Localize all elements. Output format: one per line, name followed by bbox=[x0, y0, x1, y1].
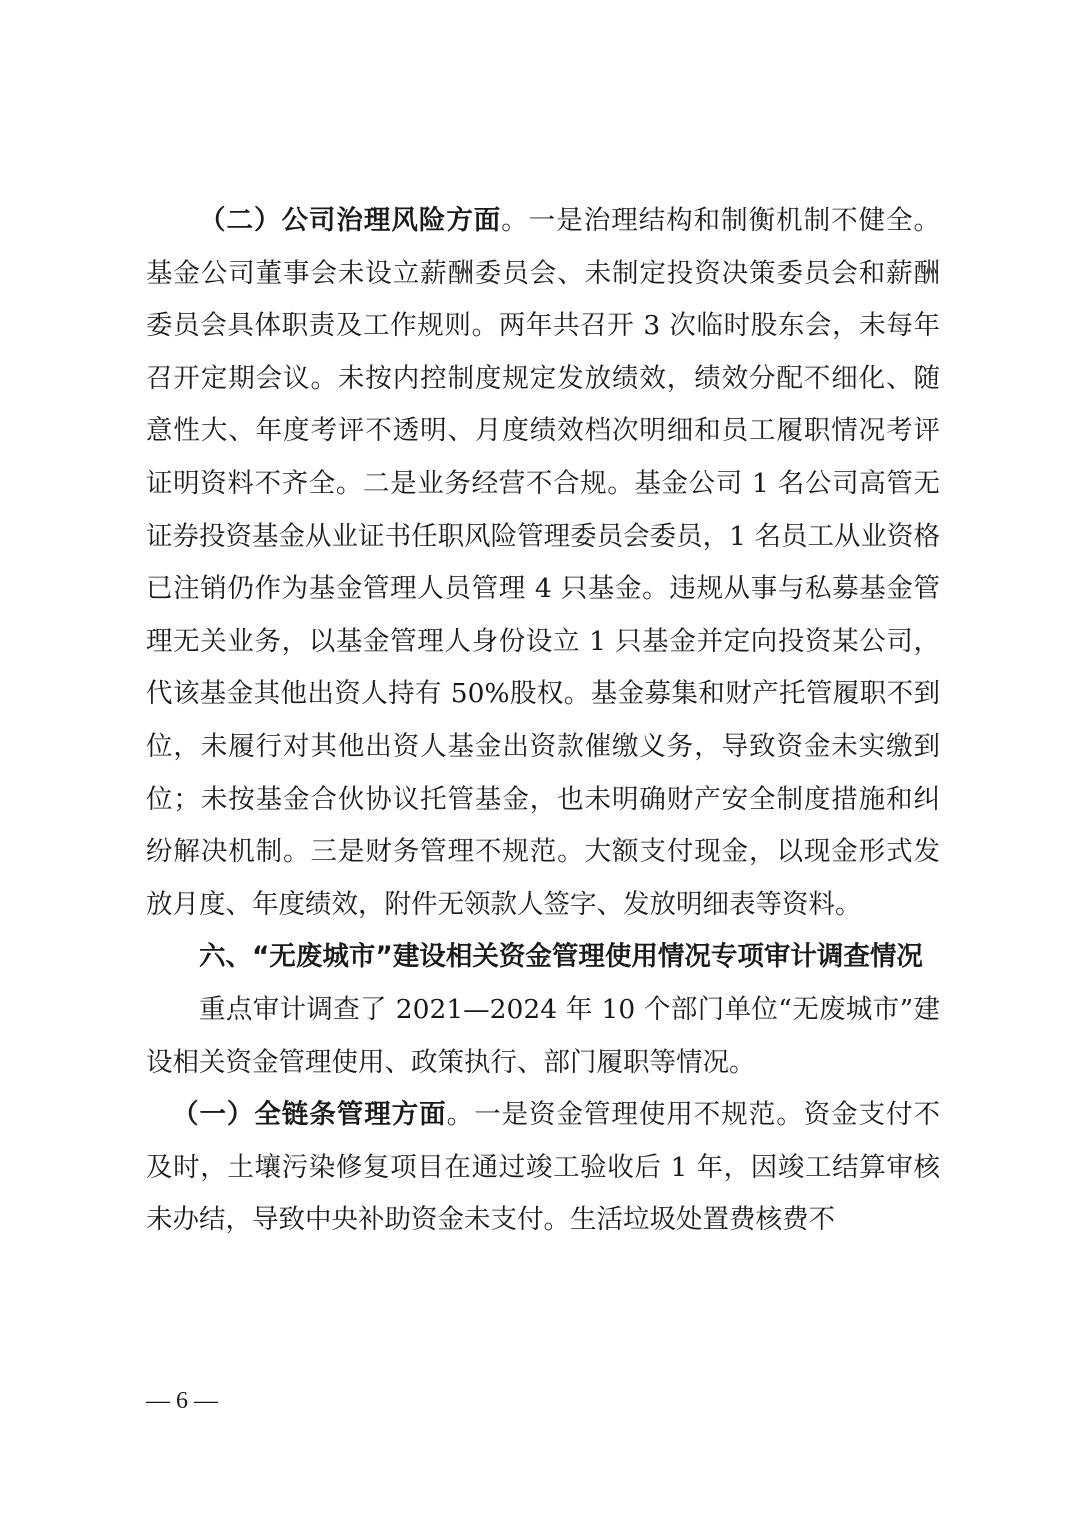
document-body bbox=[146, 195, 940, 1247]
section-lead-full-chain: （一）全链条管理方面 bbox=[172, 1099, 447, 1131]
page-number: — 6 — bbox=[146, 1388, 218, 1414]
paragraph-text: 。一是资金管理使用不规范。资金支付不及时，土壤污染修复项目在通过竣工验收后 1 年，因竣工结算审核未办结，导致中央补助资金未支付。生活垃圾处置费核费不 bbox=[146, 1099, 941, 1236]
section-lead-corporate-governance: （二）公司治理风险方面 bbox=[199, 205, 502, 236]
section-heading-zero-waste-city: 六、“无废城市”建设相关资金管理使用情况专项审计调查情况 bbox=[199, 941, 923, 973]
paragraph-text: 。一是治理结构和制衡机制不健全。基金公司董事会未设立薪酬委员会、未制定投资决策委员会和薪酬委员会具体职责及工作规则。两年共召开 3 次临时股东会，未每年召开定期会议。未按内控制度规定发放绩效，绩效分配不细化、随意性大、年度考评不透明、月度绩效档次明细和员工履职情况考评证明资料不齐全。二是业务经营不合规。基金公司 1 名公司高管无证券投资基金从业证书任职风险管理委员会委员，1 名员工从业资格已注销仍作为基金管理人员管理 4 只基金。违规从事与私募基金管理无关业务，以基金管理人身份设立 1 只基金并定向投资某公司，代该基金其他出资人持有 50%股权。基金募集和财产托管履职不到位，未履行对其他出资人基金出资款催缴义务，导致资金未实缴到位；未按基金合伙协议托管基金，也未明确财产安全制度措施和纠纷解决机制。三是财务管理不规范。大额支付现金，以现金形式发放月度、年度绩效，附件无领款人签字、发放明细表等资料。 bbox=[146, 205, 941, 920]
paragraph-corporate-governance-risk bbox=[146, 195, 940, 931]
paragraph-full-chain-management bbox=[146, 1089, 940, 1247]
paragraph-audit-scope: 重点审计调查了 2021—2024 年 10 个部门单位“无废城市”建设相关资金管理使用、政策执行、部门履职等情况。 bbox=[146, 993, 940, 1078]
